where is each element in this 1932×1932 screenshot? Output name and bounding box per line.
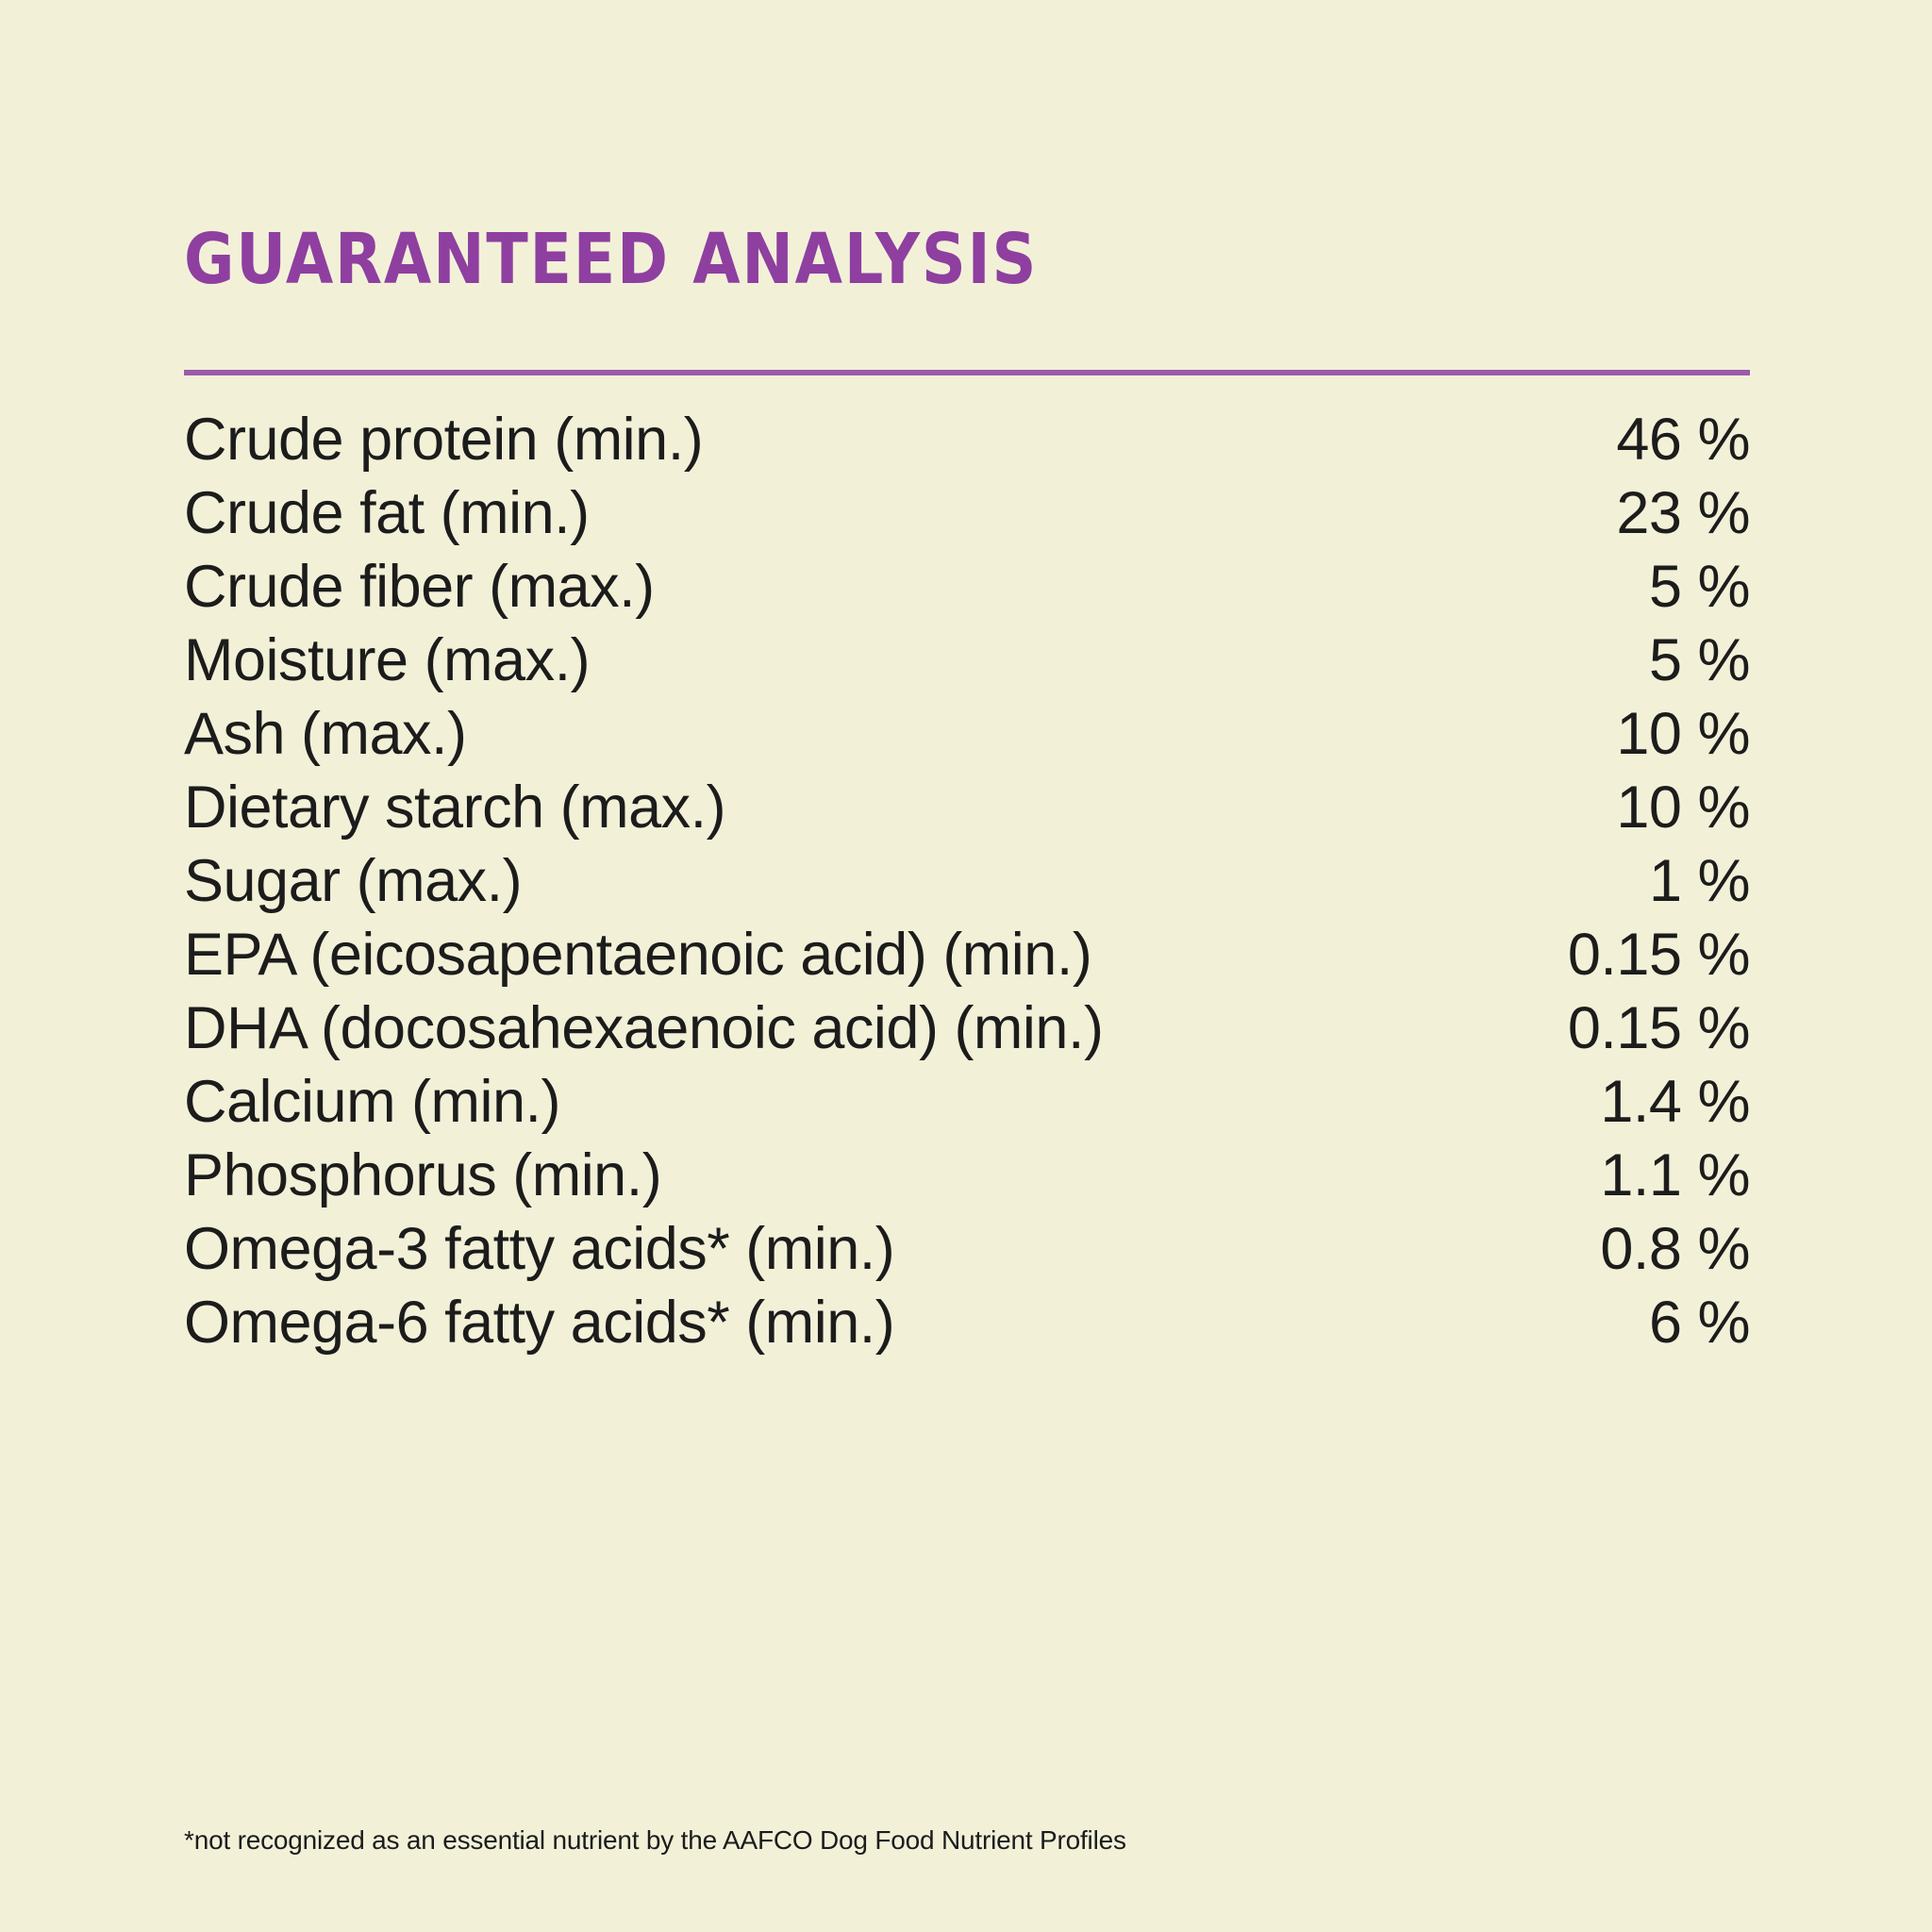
guaranteed-analysis-panel: [184, 0, 1750, 1932]
table-row: [184, 774, 1750, 847]
table-row: [184, 994, 1750, 1068]
nutrient-value: 5 %: [1648, 554, 1750, 620]
nutrient-value: 0.15 %: [1567, 922, 1750, 988]
nutrient-label: Crude protein (min.): [184, 407, 704, 473]
nutrient-value: 46 %: [1616, 407, 1750, 473]
nutrient-value: 1.1 %: [1600, 1142, 1750, 1208]
nutrient-label: Sugar (max.): [184, 848, 523, 914]
nutrient-value: 0.15 %: [1567, 995, 1750, 1061]
nutrient-label: Dietary starch (max.): [184, 774, 726, 841]
nutrient-label: Moisture (max.): [184, 627, 591, 693]
table-row: [184, 1215, 1750, 1289]
table-row: [184, 1289, 1750, 1362]
nutrition-table: [184, 406, 1750, 1362]
table-row: [184, 700, 1750, 774]
nutrient-label: Ash (max.): [184, 701, 467, 767]
nutrient-value: 1.4 %: [1600, 1069, 1750, 1135]
nutrient-value: 0.8 %: [1600, 1216, 1750, 1282]
nutrient-label: Calcium (min.): [184, 1069, 561, 1135]
nutrient-value: 1 %: [1648, 848, 1750, 914]
nutrient-label: Crude fat (min.): [184, 480, 590, 546]
nutrient-label: Phosphorus (min.): [184, 1142, 662, 1208]
table-row: [184, 479, 1750, 553]
table-row: [184, 1141, 1750, 1215]
table-row: [184, 553, 1750, 626]
title-divider: [184, 370, 1750, 375]
nutrient-label: DHA (docosahexaenoic acid) (min.): [184, 995, 1104, 1061]
table-row: [184, 626, 1750, 700]
nutrient-value: 6 %: [1648, 1290, 1750, 1356]
footnote: *not recognized as an essential nutrient by the AAFCO Dog Food Nutrient Profiles: [184, 1825, 1126, 1855]
nutrient-label: Omega-6 fatty acids* (min.): [184, 1290, 895, 1356]
nutrient-label: Crude fiber (max.): [184, 554, 655, 620]
table-row: [184, 1068, 1750, 1141]
nutrient-value: 10 %: [1616, 701, 1750, 767]
nutrient-value: 23 %: [1616, 480, 1750, 546]
nutrient-value: 5 %: [1648, 627, 1750, 693]
table-row: [184, 847, 1750, 921]
nutrient-label: Omega-3 fatty acids* (min.): [184, 1216, 895, 1282]
table-row: [184, 921, 1750, 994]
table-row: [184, 406, 1750, 479]
nutrient-label: EPA (eicosapentaenoic acid) (min.): [184, 922, 1092, 988]
nutrient-value: 10 %: [1616, 774, 1750, 841]
page-title: GUARANTEED ANALYSIS: [184, 219, 1039, 300]
